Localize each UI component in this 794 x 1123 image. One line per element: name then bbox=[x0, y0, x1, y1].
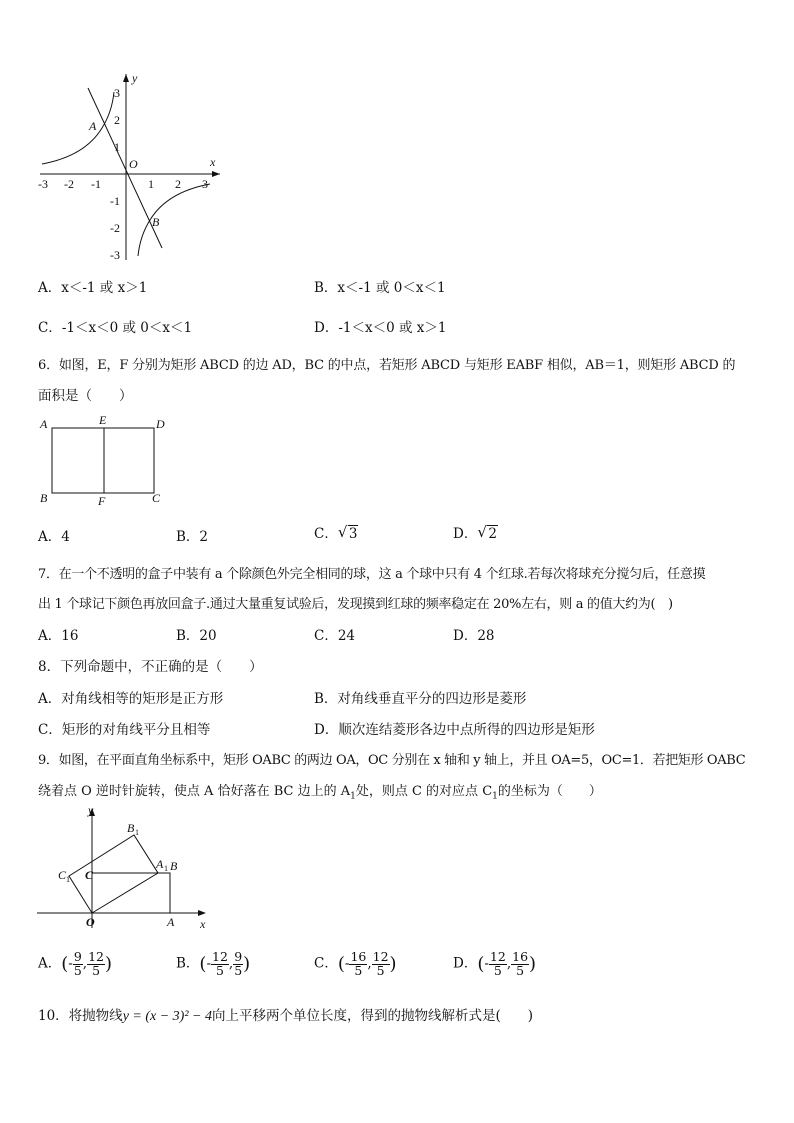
point-a-label: A bbox=[40, 417, 48, 431]
point-c1-label: C bbox=[58, 868, 67, 882]
point-a-label: A bbox=[89, 119, 97, 133]
x-tick-label: 1 bbox=[148, 177, 154, 191]
q8-option-c[interactable]: C．矩形的对角线平分且相等 bbox=[38, 722, 211, 738]
y-tick-label: -3 bbox=[110, 248, 120, 262]
q6-option-d[interactable]: D． √ 2 bbox=[453, 523, 497, 542]
fraction: $\frac{9}{5}$ bbox=[73, 949, 82, 978]
q7-stem-line2: 出 1 个球记下颜色再放回盒子.通过大量重复试验后，发现摸到红球的频率稳定在 20%左右，则 a 的值大约为( ) bbox=[38, 597, 673, 612]
x-axis-label: x bbox=[210, 155, 216, 169]
fraction: $\frac{12}{5}$ bbox=[372, 949, 389, 978]
point-b-label: B bbox=[152, 215, 160, 229]
q5-coordinate-figure bbox=[30, 68, 230, 268]
point-b-label: B bbox=[40, 491, 48, 505]
point-d-label: D bbox=[156, 417, 165, 431]
q5-option-c[interactable]: C．-1＜x＜0 或 0＜x＜1 bbox=[38, 320, 193, 336]
x-tick-label: 2 bbox=[175, 177, 181, 191]
q5-option-b[interactable]: B．x＜-1 或 0＜x＜1 bbox=[314, 280, 446, 296]
point-e-label: E bbox=[99, 413, 107, 427]
q7-option-a[interactable]: A．16 bbox=[38, 628, 79, 644]
q9-stem-line2: 绕着点 O 逆时针旋转，使点 A 恰好落在 BC 边上的 $A_1$处，则点 C 的对应点 $C_1$的坐标为（ ） bbox=[38, 784, 602, 802]
q6-option-b[interactable]: B．2 bbox=[176, 529, 209, 545]
q5-option-d[interactable]: D．-1＜x＜0 或 x＞1 bbox=[314, 320, 447, 336]
fraction: $\frac{12}{5}$ bbox=[212, 949, 228, 978]
q5-option-a[interactable]: A．x＜-1 或 x＞1 bbox=[38, 280, 148, 296]
q10-stem: 10．将抛物线y = (x − 3)² − 4向上平移两个单位长度，得到的抛物线解析式是( ) bbox=[38, 1008, 534, 1024]
x-tick-label: -3 bbox=[38, 177, 48, 191]
y-tick-label: -2 bbox=[110, 221, 120, 235]
point-b-label: B bbox=[170, 859, 178, 873]
x-axis-arrow bbox=[198, 910, 206, 916]
sqrt-symbol: √ 3 bbox=[337, 523, 358, 542]
q8-stem: 8．下列命题中，不正确的是（ ） bbox=[38, 659, 263, 675]
x-tick-label: 3 bbox=[202, 177, 208, 191]
x-tick-label: -1 bbox=[91, 177, 101, 191]
x-axis-arrow bbox=[212, 171, 220, 177]
q9-option-b[interactable]: B．(- $\frac{12}{5}$ , $\frac{9}{5}$ ) bbox=[176, 949, 251, 978]
subscript-1: 1 bbox=[66, 875, 70, 884]
straight-line bbox=[88, 88, 162, 248]
x-axis-label: x bbox=[200, 917, 206, 931]
q8-option-a[interactable]: A．对角线相等的矩形是正方形 bbox=[38, 691, 224, 707]
sqrt-symbol: √ 2 bbox=[477, 523, 497, 542]
origin-label: O bbox=[86, 915, 95, 929]
fraction: $\frac{12}{5}$ bbox=[88, 949, 104, 978]
q6-option-a[interactable]: A．4 bbox=[38, 529, 70, 545]
q6-stem-line1: 6．如图，E，F 分别为矩形 ABCD 的边 AD，BC 的中点，若矩形 ABCD 与矩形 EABF 相似，AB＝1，则矩形 ABCD 的 bbox=[38, 358, 736, 373]
q9-option-c[interactable]: C．(- $\frac{16}{5}$ , $\frac{12}{5}$ ) bbox=[314, 949, 397, 978]
fraction: $\frac{9}{5}$ bbox=[234, 949, 243, 978]
rectangle-abcd bbox=[52, 428, 154, 493]
y-axis-arrow bbox=[123, 74, 129, 82]
rotated-rectangle bbox=[69, 835, 158, 913]
point-a1-label: A bbox=[156, 857, 164, 871]
q9-option-d[interactable]: D．(- $\frac{12}{5}$ , $\frac{16}{5}$ ) bbox=[453, 949, 537, 978]
q6-option-c[interactable]: C． √ 3 bbox=[314, 523, 358, 542]
q7-option-b[interactable]: B．20 bbox=[176, 628, 217, 644]
point-f-label: F bbox=[98, 494, 106, 508]
y-tick-label: 2 bbox=[114, 113, 120, 127]
subscript: 1 bbox=[492, 791, 498, 802]
point-b1-label: B bbox=[127, 821, 135, 835]
subscript-1: 1 bbox=[135, 828, 139, 837]
subscript: 1 bbox=[350, 791, 356, 802]
point-c-label: C bbox=[152, 491, 161, 505]
y-tick-label: 3 bbox=[114, 86, 120, 100]
fraction: $\frac{12}{5}$ bbox=[489, 949, 506, 978]
q9-stem-line1: 9．如图，在平面直角坐标系中，矩形 OABC 的两边 OA，OC 分别在 x 轴和 y 轴上，并且 OA=5，OC=1．若把矩形 OABC bbox=[38, 753, 746, 768]
point-c-label: C bbox=[85, 868, 94, 882]
q7-stem-line1: 7．在一个不透明的盒子中装有 a 个除颜色外完全相同的球，这 a 个球中只有 4 个红球.若每次将球充分搅匀后，任意摸 bbox=[38, 567, 706, 582]
hyperbola-branch-left bbox=[42, 92, 114, 164]
q6-rectangle-figure bbox=[36, 412, 176, 510]
subscript-1: 1 bbox=[164, 864, 168, 873]
q8-option-b[interactable]: B．对角线垂直平分的四边形是菱形 bbox=[314, 691, 527, 707]
x-tick-label: -2 bbox=[64, 177, 74, 191]
parabola-formula: y = (x − 3)² − 4 bbox=[122, 1009, 212, 1024]
rectangle-oabc bbox=[92, 873, 170, 913]
y-tick-label: 1 bbox=[114, 140, 120, 154]
q8-option-d[interactable]: D．顺次连结菱形各边中点所得的四边形是矩形 bbox=[314, 722, 595, 738]
y-tick-label: -1 bbox=[110, 194, 120, 208]
q9-option-a[interactable]: A．(- $\frac{9}{5}$ , $\frac{12}{5}$ ) bbox=[38, 949, 113, 978]
fraction: $\frac{16}{5}$ bbox=[512, 949, 529, 978]
q7-option-d[interactable]: D．28 bbox=[453, 628, 495, 644]
q6-stem-line2: 面积是（ ） bbox=[38, 388, 133, 404]
q7-option-c[interactable]: C．24 bbox=[314, 628, 356, 644]
point-a-label: A bbox=[167, 915, 175, 929]
y-axis-label: y bbox=[88, 803, 94, 817]
y-axis-label: y bbox=[132, 71, 138, 85]
origin-label: O bbox=[129, 157, 138, 171]
fraction: $\frac{16}{5}$ bbox=[350, 949, 367, 978]
q9-rotation-figure bbox=[32, 800, 217, 935]
